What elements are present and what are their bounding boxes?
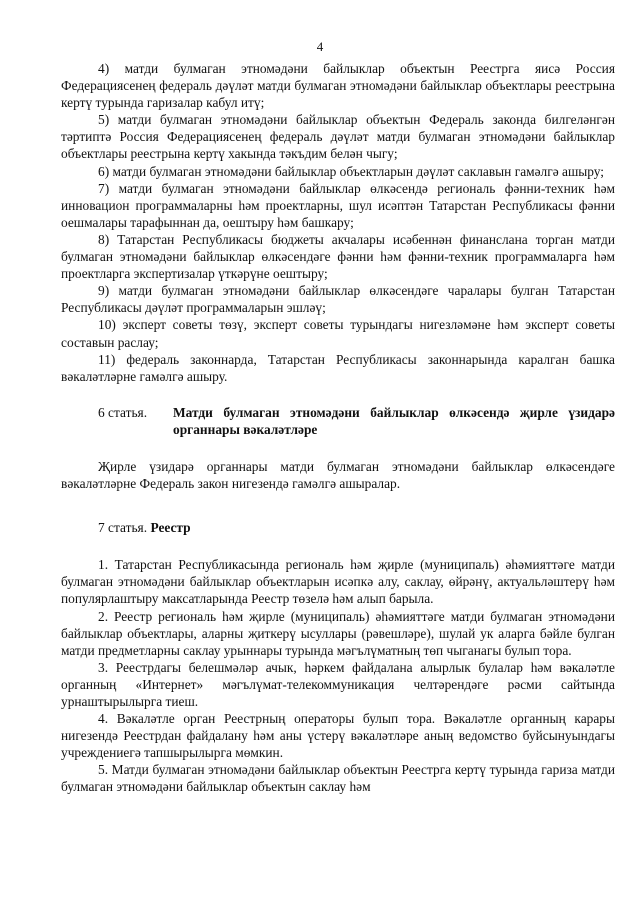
list-item: 6) матди булмаган этномәдәни байлыклар объектларын дәүләт саклавын гамәлгә ашыру; [98, 163, 605, 179]
list-item: 4) матди булмаган этномәдәни байлыклар объектын Реестрга яисә Россия Федерациясенең федераль дәүләт матди булмаган этномәдәни байлыклар объектлары реестрына кертү турында гаризалар кабул итү; [61, 61, 615, 111]
list-item: 7) матди булмаган этномәдәни байлыклар өлкәсендә региональ фәнни-техник һәм инновацион программаларны һәм проектларны, шул исәптән Татарстан Республикасы фәнни оешмалары тарафыннан да, оештыру һәм башкару; [61, 180, 615, 230]
article-6-body: Җирле үзидарә органнары матди булмаган этномәдәни байлыклар өлкәсендәге вәкаләтләрне Федераль закон нигезендә гамәлгә ашыралар. [61, 458, 615, 492]
article-6-number: 6 статья. [98, 404, 148, 420]
list-item: 5) матди булмаган этномәдәни байлыклар объектын Федераль законда билгеләнгән тәртиптә Россия Федерациясенең федераль дәүләт матди булмаган этномәдәни байлыклар объектлары реестрына кертү хакында тәкъдим белән чыгу; [61, 112, 615, 162]
list-item: 11) федераль законнарда, Татарстан Республикасы законнарында каралган башка вәкаләтләрне гамәлгә ашыру. [61, 351, 615, 384]
article-7-paragraph: 2. Реестр региональ һәм җирле (муниципаль) әһәмияттәге матди булмаган этномәдәни байлыклар объектлары, аларны җиткерү ысуллары (рәвешләре), шулай ук аларга бәйле булган матди предметларны саклау урыннары турында мәгълүматның төп чыганагы булып тора. [61, 608, 615, 658]
article-7-title: Реестр [150, 520, 191, 536]
article-6-heading [61, 404, 615, 438]
article-7-heading [61, 519, 615, 536]
article-7-paragraphs [61, 556, 615, 795]
list-item: 9) матди булмаган этномәдәни байлыклар өлкәсендәге чаралары булган Татарстан Республикасы дәүләт программаларын эшләү; [61, 283, 615, 316]
article-7-paragraph: 4. Вәкаләтле орган Реестрның операторы булып тора. Вәкаләтле органның карары нигезендә Реестрдан файдалану һәм аны үстерү вәкаләтләре аның ведомство буйсынуындагы учреждениегә тапшырылырга мөмкин. [61, 711, 615, 761]
document-body [61, 60, 615, 796]
powers-list [61, 60, 615, 385]
page-number: 4 [316, 39, 324, 54]
article-7-paragraph: 1. Татарстан Республикасында региональ һәм җирле (муниципаль) әһәмияттәге матди булмаган этномәдәни байлыклар объектларын исәпкә алу, саклау, өйрәнү, актуальләштерү һәм популярлаштыру максатларында Реестр төзелә һәм алып барыла. [61, 557, 615, 607]
article-6-title: Матди булмаган этномәдәни байлыклар өлкәсендә җирле үзидарә органнары вәкаләтләре [173, 404, 615, 437]
article-7-paragraph: 3. Реестрдагы белешмәләр ачык, һәркем файдалана алырлык булалар һәм вәкаләтле органның «Интернет» мәгълүмат-телекоммуникация челтәрендәге рәсми сайтында урнаштырылырга тиеш. [61, 659, 615, 709]
article-7-paragraph: 5. Матди булмаган этномәдәни байлыклар объектын Реестрга кертү турында гариза матди булмаган этномәдәни байлыклар объектын саклау һәм [61, 762, 615, 795]
list-item: 10) эксперт советы төзү, эксперт советы турындагы нигезләмәне һәм эксперт советы составын раслау; [61, 317, 615, 350]
list-item: 8) Татарстан Республикасы бюджеты акчалары исәбеннән финанслана торган матди булмаган этномәдәни байлыклар өлкәсендәге фәнни һәм фәнни-техник программаларга һәм проектларга экспертизалар үткәрүне оештыру; [61, 231, 615, 282]
article-7-number: 7 статья. [98, 520, 148, 536]
